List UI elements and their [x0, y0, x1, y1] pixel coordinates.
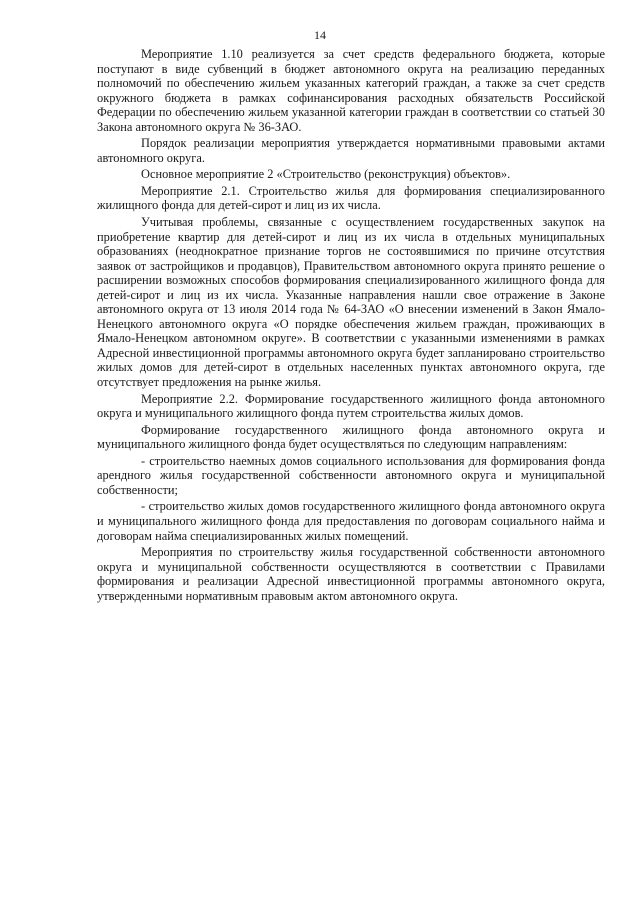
paragraph-construction-rules: Мероприятия по строительству жилья государственной собственности автономного округа и муниципальной собственности осуществляются в соответствии с Правилами формирования и реализации Адресной инвестиционной программы автономного округа, утвержденными нормативным правовым актом автономного округа. — [97, 545, 605, 603]
body-text — [97, 47, 605, 605]
page-number: 14 — [314, 28, 326, 42]
paragraph-housing-fund-directions: Формирование государственного жилищного фонда автономного округа и муниципального жилищного фонда будет осуществляться по следующим направлениям: — [97, 422, 605, 452]
paragraph-main-measure-2: Основное мероприятие 2 «Строительство (реконструкция) объектов». — [141, 167, 511, 182]
list-item-rental-houses: - строительство наемных домов социального использования для формирования фонда арендного жилья государственной собственности автономного округа и муниципальной собственности; — [97, 453, 605, 497]
paragraph-procurement-problems: Учитывая проблемы, связанные с осуществлением государственных закупок на приобретение квартир для детей-сирот и лиц из их числа в отдельных муниципальных образованиях (неоднократное признание торгов не состоявшимися по причине отсутствия заявок от застройщиков и продавцов), Правительством автономного округа принято решение о расширении возможных способов формирования специализированного жилищного фонда для детей-сирот и лиц из их числа. Указанные направления нашли свое отражение в Законе автономного округа от 13 июля 2014 года № 64-ЗАО «О внесении изменений в Закон Ямало-Ненецкого автономного округа «О порядке обеспечения жильем граждан, проживающих в Ямало-Ненецком автономном округе». В соответствии с указанными изменениями в рамках Адресной инвестиционной программы автономного округа будет запланировано строительство жилых домов для детей-сирот в отдельных населенных пунктах автономного округа, где отсутствует предложения на рынке жилья. — [97, 215, 605, 390]
paragraph-measure-1-10-funding: Мероприятие 1.10 реализуется за счет средств федерального бюджета, которые поступают в виде субвенций в бюджет автономного округа на реализацию переданных полномочий по обеспечению жильем указанных категорий граждан, а также за счет средств окружного бюджета в рамках софинансирования расходных обязательств Российской Федерации по обеспечению жильем указанной категории граждан в соответствии со статьей 30 Закона автономного округа № 36-ЗАО. — [97, 47, 605, 134]
paragraph-implementation-order: Порядок реализации мероприятия утверждается нормативными правовыми актами автономного округа. — [97, 136, 605, 165]
paragraph-measure-2-2: Мероприятие 2.2. Формирование государственного жилищного фонда автономного округа и муниципального жилищного фонда путем строительства жилых домов. — [97, 391, 605, 421]
paragraph-measure-2-1: Мероприятие 2.1. Строительство жилья для формирования специализированного жилищного фонда для детей-сирот и лиц из их числа. — [97, 183, 605, 213]
list-item-social-housing: - строительство жилых домов государственного жилищного фонда автономного округа и муниципального жилищного фонда для предоставления по договорам социального найма и договорам найма специализированных жилых помещений. — [97, 499, 605, 543]
